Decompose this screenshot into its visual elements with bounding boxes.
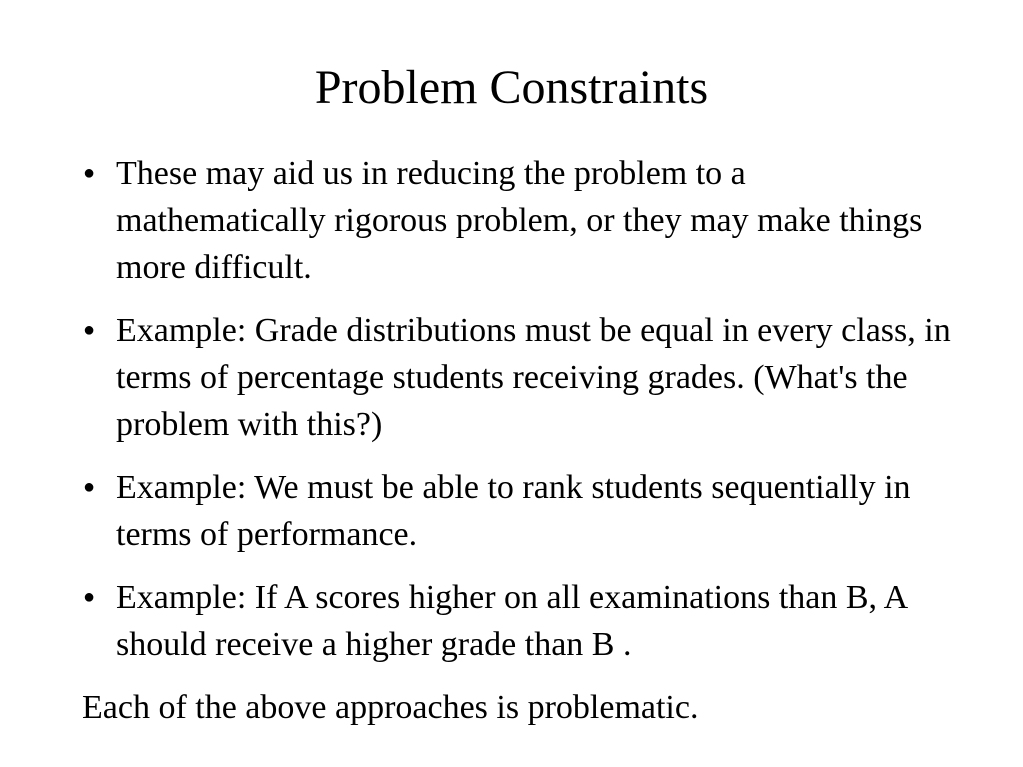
bullet-text: Example: If A scores higher on all examinations than B, A should receive a higher grade than B . (116, 579, 907, 663)
bullet-text: Example: We must be able to rank students sequentially in terms of performance. (116, 469, 911, 553)
bullet-text: These may aid us in reducing the problem to a mathematically rigorous problem, or they may make things more difficult. (116, 155, 923, 286)
bullet-text: Example: Grade distributions must be equal in every class, in terms of percentage students receiving grades. (What's the problem with this?) (116, 312, 951, 443)
bullet-item (0, 150, 1023, 291)
bullet-dot-icon: ● (83, 586, 96, 608)
summary-text: Each of the above approaches is problematic. (82, 689, 699, 726)
bullet-item (0, 574, 1023, 668)
bullet-dot-icon: ● (83, 476, 96, 498)
bullet-dot-icon: ● (83, 162, 96, 184)
bullet-item (0, 307, 1023, 448)
summary-paragraph (0, 684, 1023, 731)
bullet-dot-icon: ● (83, 319, 96, 341)
slide-title: Problem Constraints (314, 61, 709, 114)
bullet-list (0, 150, 1023, 747)
bullet-item (0, 464, 1023, 558)
